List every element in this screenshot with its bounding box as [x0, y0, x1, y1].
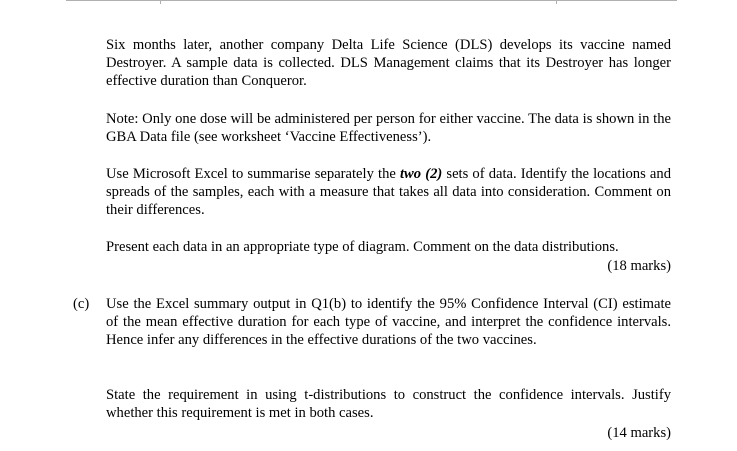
marks-part-c: (14 marks)	[607, 425, 671, 441]
top-rule	[66, 0, 677, 1]
emphasis-two: two (2)	[400, 166, 443, 182]
question-label-c: (c)	[73, 296, 90, 312]
paragraph-note: Note: Only one dose will be administered per person for either vaccine. The data is shown in the GBA Data file (see worksheet ‘Vaccine Effectiveness’).	[106, 111, 671, 145]
excel-summary-text-before: Use Microsoft Excel to summarise separately the	[106, 166, 400, 182]
paragraph-t-distribution: State the requirement in using t-distributions to construct the confidence intervals. Justify whether this requirement is met in both cases.	[106, 387, 671, 421]
rule-tick-left	[160, 0, 161, 4]
excel-summary-text-after: sets of data. Identify the locations and spreads of the samples, each with a measure that takes all data into consideration. Comment on their differences.	[106, 166, 671, 218]
marks-part-b: (18 marks)	[607, 258, 671, 274]
rule-tick-right	[556, 0, 557, 4]
paragraph-excel-summary	[106, 165, 671, 219]
paragraph-diagram: Present each data in an appropriate type of diagram. Comment on the data distributions.	[106, 239, 619, 255]
paragraph-dls-intro: Six months later, another company Delta Life Science (DLS) develops its vaccine named Destroyer. A sample data is collected. DLS Management claims that its Destroyer has longer effective duration than Conqueror.	[106, 37, 671, 89]
paragraph-confidence-interval: Use the Excel summary output in Q1(b) to identify the 95% Confidence Interval (CI) estimate of the mean effective duration for each type of vaccine, and interpret the confidence intervals. Hence infer any differences in the effective durations of the two vaccines.	[106, 296, 671, 348]
